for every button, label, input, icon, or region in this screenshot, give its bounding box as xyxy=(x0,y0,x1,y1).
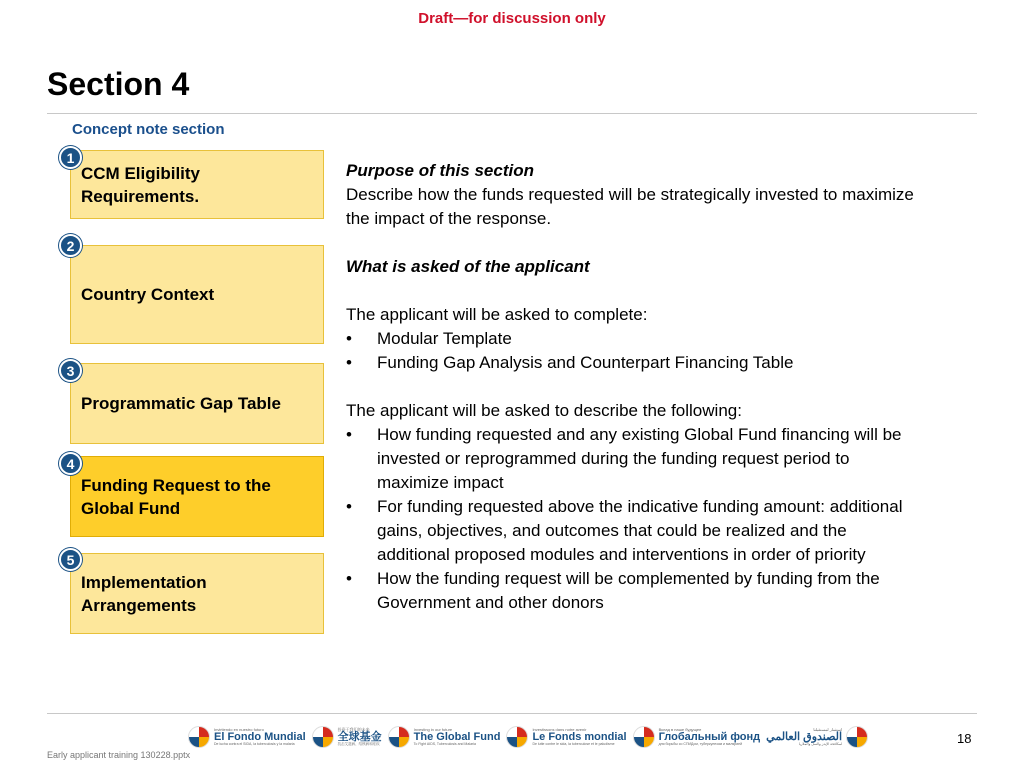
purpose-text: Describe how the funds requested will be strategically invested to maximize the impact of the response. xyxy=(346,185,914,228)
header-divider xyxy=(47,113,977,114)
logo-ar: استثمار لمستقبلنا الصندوق العالمي لمكافحة الإيدز والسل والملاريا xyxy=(766,726,868,748)
describe-list xyxy=(346,423,916,615)
page-title: Section 4 xyxy=(47,66,190,102)
step-number-badge: 1 xyxy=(59,146,82,169)
step-box-1 xyxy=(70,150,324,219)
section-description xyxy=(346,159,916,615)
list-item: • How funding requested and any existing Global Fund financing will be invested or reprogrammed during the funding request period to maximize impact xyxy=(346,423,916,495)
footer-divider xyxy=(47,713,977,714)
step-box-4 xyxy=(70,456,324,537)
purpose-heading: Purpose of this section xyxy=(346,161,534,180)
step-label: Country Context xyxy=(81,285,215,304)
section-subtitle: Concept note section xyxy=(72,121,225,138)
file-name-note: Early applicant training 130228.pptx xyxy=(47,750,191,760)
step-label: Programmatic Gap Table xyxy=(81,394,281,413)
step-number-badge: 3 xyxy=(59,359,82,382)
global-fund-swirl-icon xyxy=(506,726,528,748)
global-fund-swirl-icon xyxy=(188,726,210,748)
global-fund-swirl-icon xyxy=(633,726,655,748)
list-item: • For funding requested above the indicative funding amount: additional gains, objectives, and outcomes that could be realized and the additional proposed modules and interventions in order of priority xyxy=(346,495,916,567)
list-item: • How the funding request will be complemented by funding from the Government and other donors xyxy=(346,567,916,615)
logo-fr: Investissons dans notre avenir Le Fonds mondial De lutte contre le sida, la tuberculose et le paludisme xyxy=(506,726,626,748)
complete-list xyxy=(346,327,916,375)
complete-intro: The applicant will be asked to complete: xyxy=(346,305,648,324)
logo-zh: 投资于我们的未来 全球基金 抗击艾滋病、结核病和疟疾 xyxy=(312,726,382,748)
step-label: Implementation Arrangements xyxy=(81,572,207,615)
global-fund-swirl-icon xyxy=(846,726,868,748)
list-item: • Funding Gap Analysis and Counterpart Financing Table xyxy=(346,351,916,375)
step-box-5 xyxy=(70,553,324,634)
step-number-badge: 5 xyxy=(59,548,82,571)
step-box-3 xyxy=(70,363,324,444)
page-number: 18 xyxy=(957,731,972,746)
global-fund-swirl-icon xyxy=(388,726,410,748)
step-number-badge: 4 xyxy=(59,452,82,475)
global-fund-swirl-icon xyxy=(312,726,334,748)
asked-heading: What is asked of the applicant xyxy=(346,257,590,276)
list-item: • Modular Template xyxy=(346,327,916,351)
step-label: Funding Request to the Global Fund xyxy=(81,475,271,518)
step-label: CCM Eligibility Requirements. xyxy=(81,163,200,206)
logo-es: Invirtiendo en nuestro futuro El Fondo Mundial De lucha contra el SIDA, la tuberculosis y la malaria xyxy=(188,726,306,748)
logo-ru: Вклад в наше будущее Глобальный фонд для борьбы со СПИДом, туберкулезом и малярией xyxy=(633,726,761,748)
describe-intro: The applicant will be asked to describe the following: xyxy=(346,401,742,420)
step-number-badge: 2 xyxy=(59,234,82,257)
global-fund-logo-strip xyxy=(188,720,868,754)
step-box-2 xyxy=(70,245,324,344)
logo-en: Investing in our future The Global Fund To Fight AIDS, Tuberculosis and Malaria xyxy=(388,726,501,748)
draft-notice: Draft—for discussion only xyxy=(418,10,606,27)
